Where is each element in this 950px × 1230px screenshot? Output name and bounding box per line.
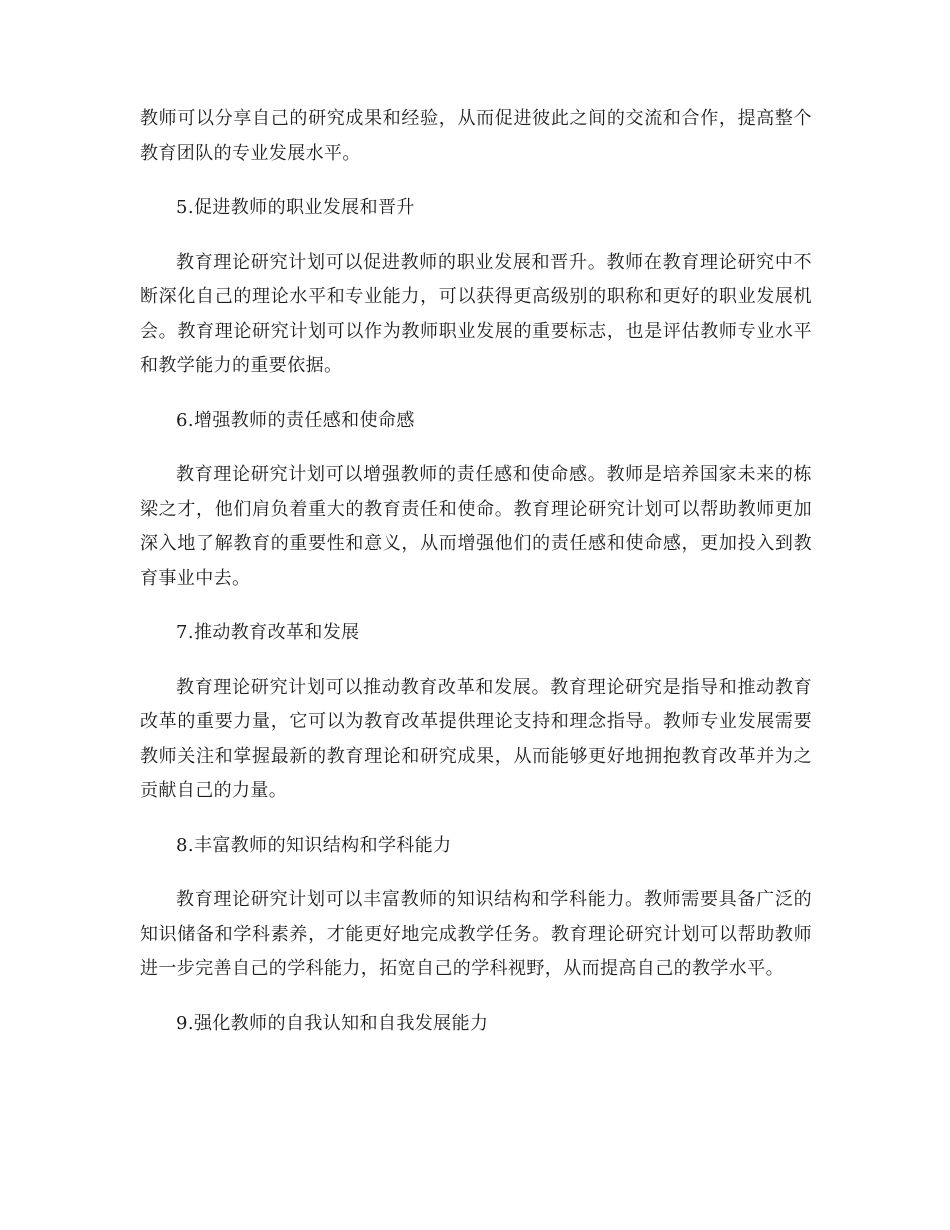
paragraph-section-7: 教育理论研究计划可以推动教育改革和发展。教育理论研究是指导和推动教育改革的重要力量，它可以为教育改革提供理论支持和理念指导。教师专业发展需要教师关注和掌握最新的教育理论和研究成果，从而能够更好地拥抱教育改革并为之贡献自己的力量。 [140, 676, 812, 801]
spacer [140, 596, 812, 616]
paragraph-section-6: 教育理论研究计划可以增强教师的责任感和使命感。教师是培养国家未来的栋梁之才，他们肩负着重大的教育责任和使命。教育理论研究计划可以帮助教师更加深入地了解教育的重要性和意义，从而增强他们的责任感和使命感，更加投入到教育事业中去。 [140, 464, 812, 589]
spacer [140, 438, 812, 458]
paragraph-continued: 教师可以分享自己的研究成果和经验，从而促进彼此之间的交流和合作，提高整个教育团队的专业发展水平。 [140, 108, 812, 164]
spacer [140, 863, 812, 883]
document-page [140, 102, 812, 1041]
section-heading-9: 9.强化教师的自我认知和自我发展能力 [176, 1012, 489, 1034]
section-heading-5: 5.促进教师的职业发展和晋升 [176, 197, 415, 218]
spacer [140, 171, 812, 191]
spacer [140, 987, 812, 1007]
paragraph-section-8: 教育理论研究计划可以丰富教师的知识结构和学科能力。教师需要具备广泛的知识储备和学科素养，才能更好地完成教学任务。教育理论研究计划可以帮助教师进一步完善自己的学科能力，拓宽自己的学科视野，从而提高自己的教学水平。 [140, 889, 812, 979]
section-heading-6: 6.增强教师的责任感和使命感 [176, 409, 415, 431]
section-heading-7: 7.推动教育改革和发展 [176, 622, 360, 643]
paragraph-section-5: 教育理论研究计划可以促进教师的职业发展和晋升。教师在教育理论研究中不断深化自己的理论水平和专业能力，可以获得更高级别的职称和更好的职业发展机会。教育理论研究计划可以作为教师职业发展的重要标志，也是评估教师专业水平和教学能力的重要依据。 [140, 251, 812, 376]
spacer [140, 651, 812, 671]
spacer [140, 226, 812, 246]
section-heading-8: 8.丰富教师的知识结构和学科能力 [176, 834, 452, 856]
spacer [140, 384, 812, 404]
spacer [140, 809, 812, 829]
